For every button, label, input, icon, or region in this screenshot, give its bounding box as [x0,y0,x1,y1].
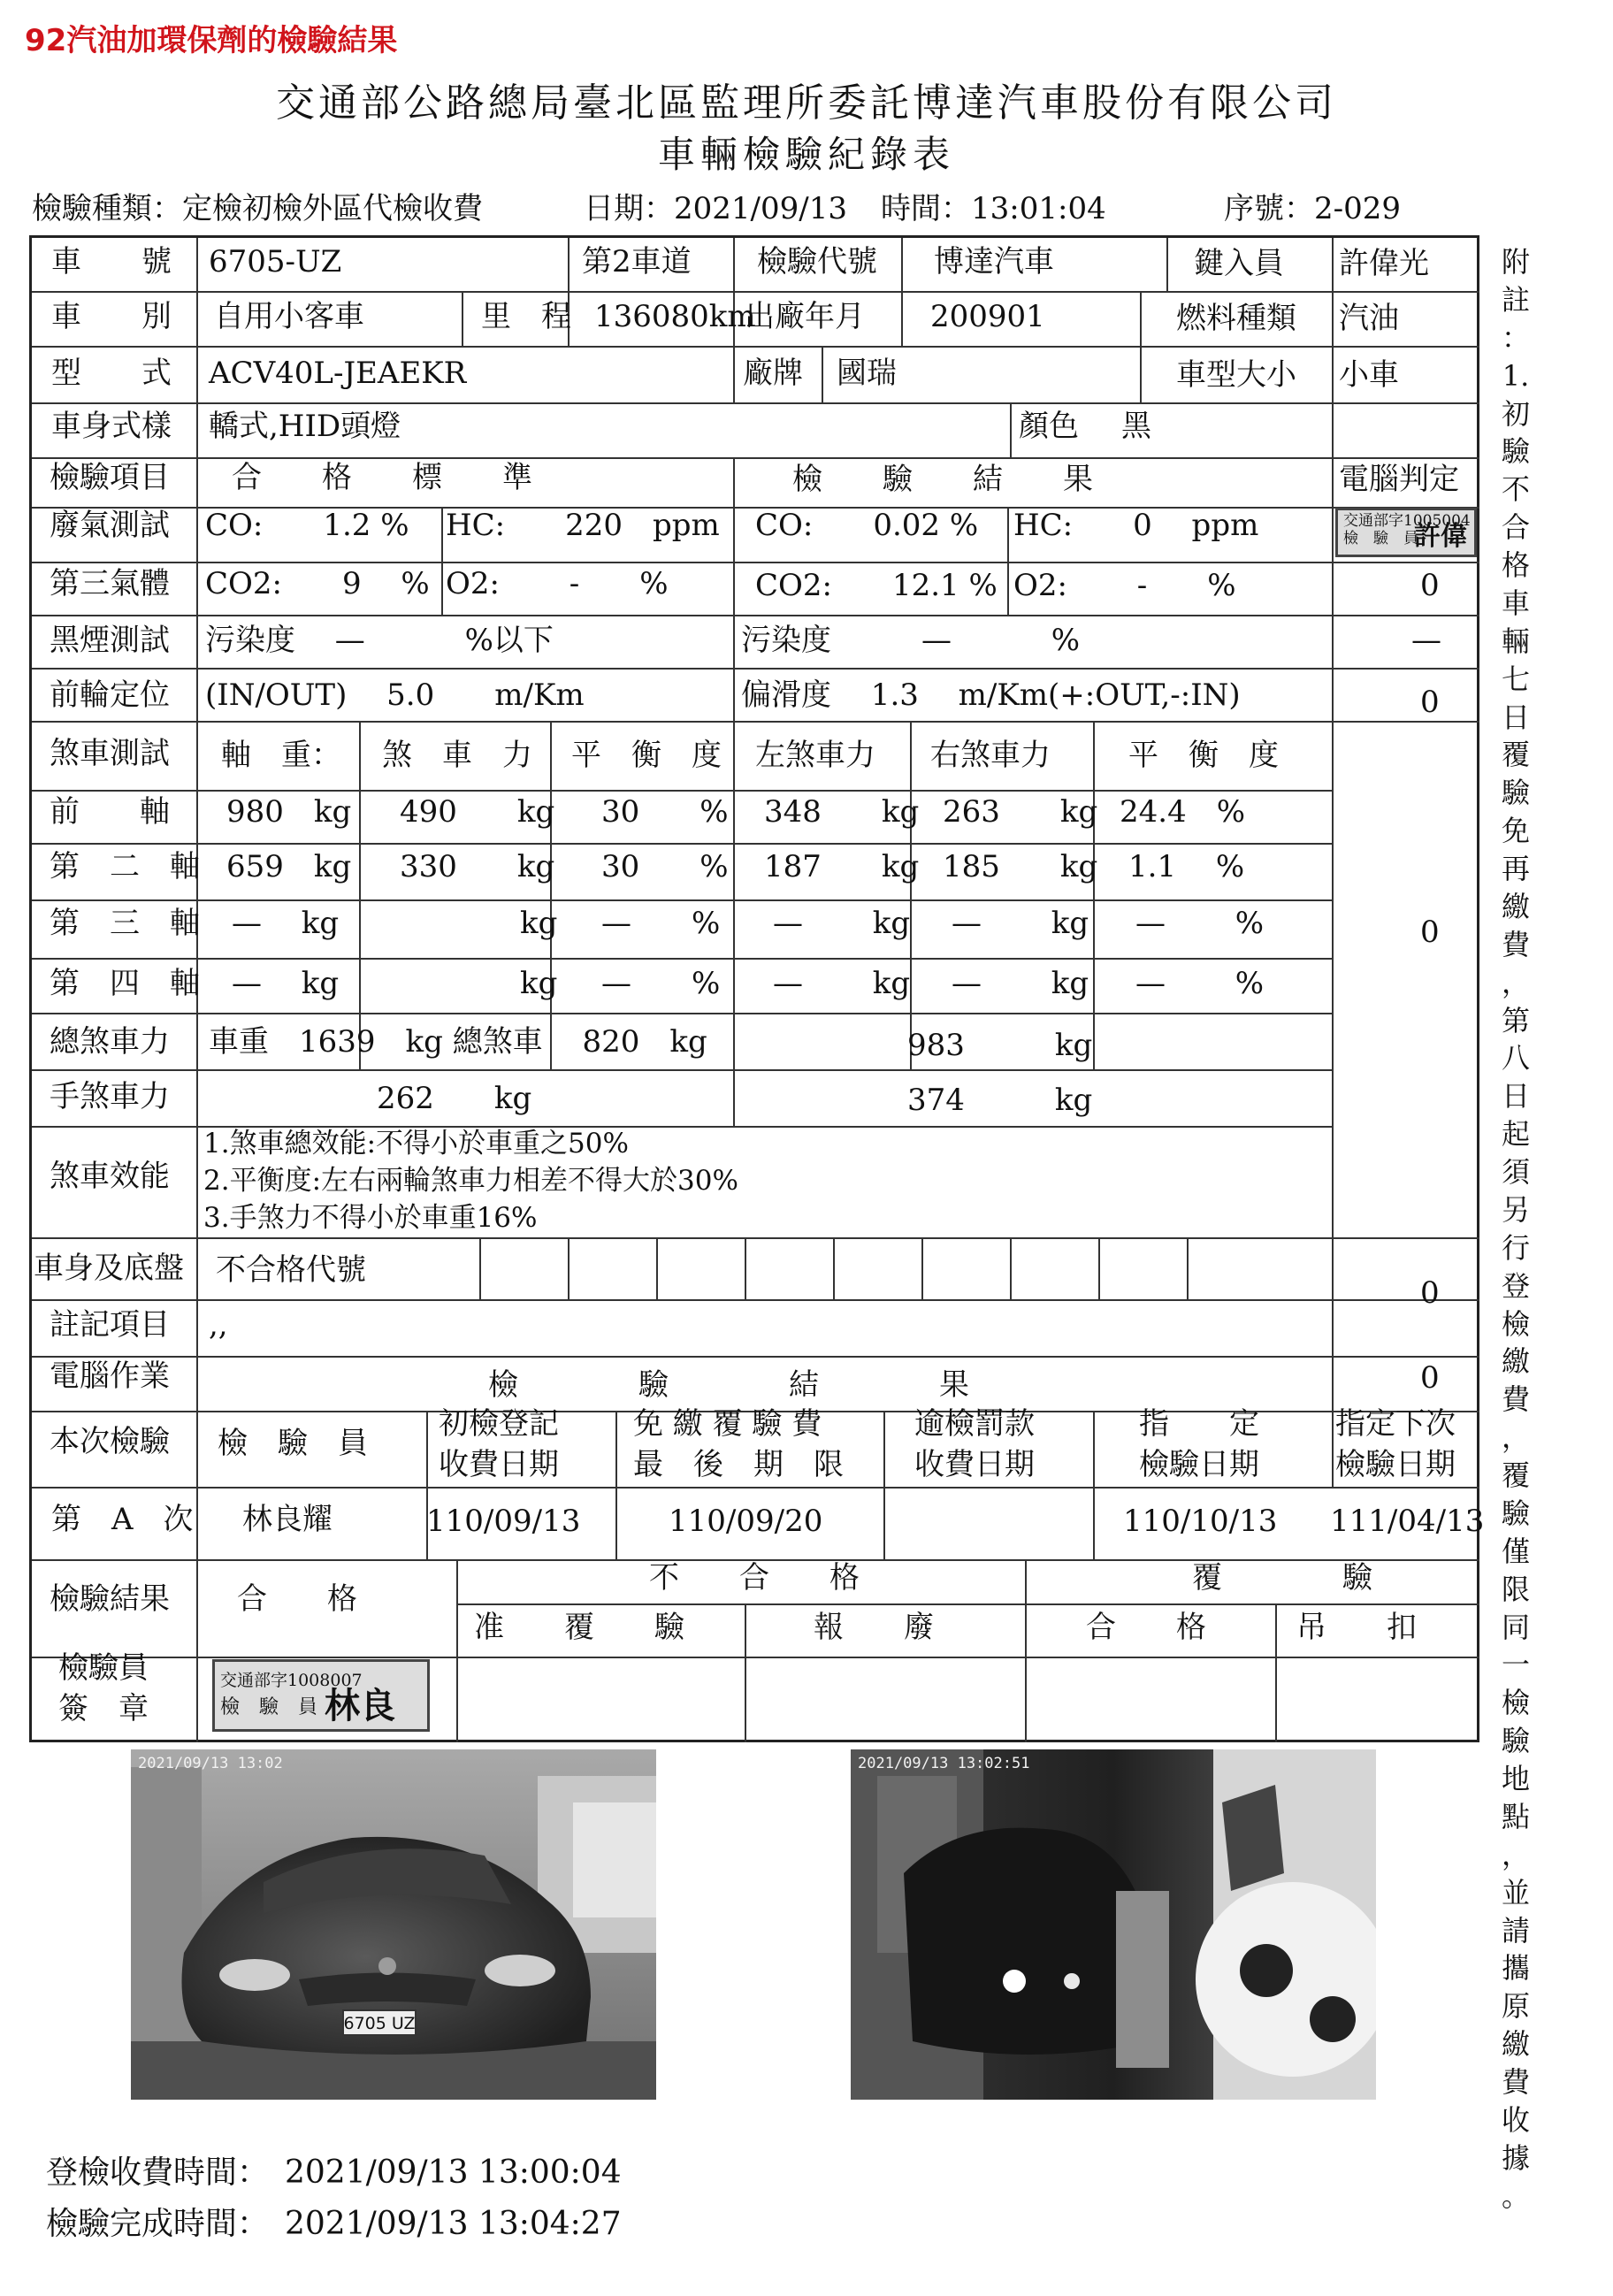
side-note-char: 地 [1501,1762,1530,1795]
exhaust-std-co: CO: 1.2 % [205,508,409,543]
fuel-label: 燃料種類 [1176,301,1296,336]
size-value: 小車 [1339,357,1399,393]
alignment-label: 前輪定位 [50,677,170,713]
exempt-header-2: 最 後 期 限 [633,1447,844,1482]
axle-balance: — % [601,966,721,1001]
keyer-seal-number: 交通部字1005004 [1343,512,1471,530]
computer-label: 電腦作業 [50,1358,170,1394]
keyer-seal-title: 檢 驗 員 [1343,530,1418,547]
side-note-char: 合 [1501,510,1530,545]
plate-value: 6705-UZ [209,244,342,279]
brand-value: 國瑞 [837,356,897,391]
side-note-char: 須 [1501,1155,1530,1189]
third-gas-label: 第三氣體 [50,566,170,601]
fail-code-label: 不合格代號 [216,1252,366,1288]
plate-label: 車 號 [51,244,172,279]
axle-name: 前 軸 [50,794,170,830]
axle-force: kg [400,966,558,1001]
third-gas-res-co2: CO2: 12.1 % [755,568,998,603]
chassis-verdict: 0 [1420,1275,1440,1311]
side-note-char: 限 [1501,1572,1530,1606]
reg-header-2: 收費日期 [439,1447,559,1482]
side-note-char: 格 [1501,548,1530,582]
appoint-header-2: 檢驗日期 [1139,1447,1259,1482]
keyer-seal-name: 許偉 [1414,521,1467,552]
color-label: 顏色 [1019,409,1079,444]
result-header: 檢 驗 結 果 [792,462,1093,497]
side-note-char: 費 [1501,2065,1530,2099]
page-heading: 92汽油加環保劑的檢驗結果 [25,23,398,58]
side-note-char: 驗 [1501,1496,1530,1530]
inspection-type [32,184,483,227]
axle-left-force: 348 kg [764,794,920,830]
keyer-seal [1335,508,1477,557]
reg-date: 110/09/13 [426,1504,581,1539]
mileage-label: 里 程 [481,299,571,334]
remarks-value: ,, [209,1307,228,1343]
next-date: 111/04/13 [1330,1504,1485,1539]
computer-value: 檢 驗 結 果 [488,1367,969,1403]
side-note-char: 七 [1501,662,1530,696]
side-note-char: 攜 [1501,1951,1530,1986]
alignment-verdict: 0 [1420,685,1440,720]
signature-label-2: 簽 章 [58,1691,149,1726]
axle-force: kg [400,906,558,941]
efficiency-rule-3: 3.手煞力不得小於車重16% [203,1202,538,1234]
fail-option-recheck: 准 覆 驗 [474,1610,684,1645]
standard-header: 合 格 標 準 [232,460,532,495]
agent-value: 博達汽車 [934,244,1054,279]
side-note-char: 八 [1501,1041,1530,1075]
third-gas-res-o2: O2: - % [1013,568,1236,603]
penalty-header-1: 逾檢罰款 [914,1406,1035,1442]
fail-option-scrap: 報 廢 [814,1610,934,1645]
brake-verdict: 0 [1420,915,1440,950]
side-note-char: 日 [1501,1079,1530,1114]
side-note-char: 驗 [1501,1724,1530,1758]
signature-label-1: 檢驗員 [58,1650,149,1686]
total-brake-std: 車重 1639 kg 總煞車 820 kg [209,1024,707,1060]
brake-label: 煞車測試 [50,736,170,771]
side-note-char: ， [1501,1420,1530,1455]
appoint-header-1: 指 定 [1139,1406,1259,1442]
next-header-2: 檢驗日期 [1335,1447,1456,1482]
total-brake-label: 總煞車力 [50,1024,170,1060]
keyer-label: 鍵入員 [1194,246,1284,281]
side-note-char: 。 [1501,2178,1530,2213]
side-note-char: 另 [1501,1192,1530,1227]
class-label: 車 別 [51,299,172,334]
axle-name: 第 二 軸 [50,849,200,884]
side-note-char: 1. [1502,358,1530,393]
recheck-label: 覆 驗 [1192,1560,1372,1596]
photo-plate: 6705 UZ [343,2014,416,2033]
hand-brake-label: 手煞車力 [50,1079,170,1114]
brake-left-header: 左煞車力 [755,738,875,773]
keyer-value: 許偉光 [1339,246,1429,281]
side-note-char: 收 [1501,2102,1530,2137]
mileage-value: 136080km [594,299,756,334]
axle-name: 第 四 軸 [50,966,200,1001]
axle-balance2: — % [1135,966,1265,1001]
smoke-label: 黑煙測試 [50,623,170,658]
brand-label: 廠牌 [743,356,803,391]
hand-brake-std: 262 kg [377,1081,532,1116]
inspection-time [881,184,1106,227]
result-value: 合 格 [237,1581,357,1617]
side-note-char: 原 [1501,1989,1530,2024]
exhaust-res-co: CO: 0.02 % [755,508,979,543]
exempt-date: 110/09/20 [669,1504,823,1539]
side-note-char: 行 [1501,1230,1530,1265]
body-value: 轎式,HID頭燈 [209,409,401,444]
side-note-char: 點 [1501,1799,1530,1833]
exhaust-std-hc: HC: 220 ppm [446,508,720,543]
inspection-type-value: 定檢初檢外區代檢收費 [182,191,483,226]
axle-weight: 980 kg [226,794,352,830]
side-note-char: 驗 [1501,434,1530,469]
side-note [1496,243,1535,2216]
side-note-char: 註 [1501,282,1530,317]
vehicle-photo-side-image [851,1749,1376,2100]
side-note-char: 驗 [1501,776,1530,810]
side-note-char: 車 [1501,585,1530,620]
brake-right-header: 右煞車力 [930,738,1051,773]
axle-balance2: 24.4 % [1120,794,1246,830]
completion-time: 檢驗完成時間： 2021/09/13 13:04:27 [46,2206,622,2242]
side-note-char: 不 [1501,472,1530,507]
side-note-char: 同 [1501,1610,1530,1644]
third-gas-std-o2: O2: - % [446,566,669,601]
appoint-date: 110/10/13 [1123,1504,1278,1539]
next-header-1: 指定下次 [1335,1406,1456,1442]
third-gas-std-co2: CO2: 9 % [205,566,430,601]
brake-force-header: 煞 車 力 [382,738,532,773]
serial-number [1224,184,1401,227]
this-inspection-label: 本次檢驗 [50,1424,170,1459]
side-note-char: 僅 [1501,1534,1530,1568]
alignment-res: 偏滑度 1.3 m/Km(+:OUT,-:IN) [741,677,1241,713]
vehicle-photo-side [851,1749,1376,2100]
model-value: ACV40L-JEAEKR [209,356,467,391]
smoke-res: 污染度 — % [741,623,1081,658]
side-note-char: 據 [1501,2140,1530,2175]
side-note-char: 附 [1501,245,1530,279]
side-note-char: 覆 [1501,1458,1530,1492]
model-label: 型 式 [51,356,172,391]
side-note-char: 繳 [1501,889,1530,923]
inspector-seal-name: 林良 [325,1685,395,1726]
brake-balance2-header: 平 衡 度 [1128,738,1279,773]
efficiency-label: 煞車效能 [50,1159,170,1194]
body-label: 車身式樣 [51,409,172,444]
side-note-char: ： [1501,320,1530,355]
date-value: 2021/09/13 [674,191,847,226]
side-note-char: 輛 [1501,624,1530,658]
reg-header-1: 初檢登記 [439,1406,559,1442]
axle-left-force: — kg [773,966,911,1001]
agent-label: 檢驗代號 [757,244,877,279]
inspector-seal-title: 檢 驗 員 [220,1696,318,1718]
attempt-label: 第 A 次 [51,1502,194,1537]
side-note-char: 初 [1501,396,1530,431]
axle-balance2: 1.1 % [1128,849,1245,884]
inspector-name: 林良耀 [242,1502,333,1537]
inspector-seal-number: 交通部字1008007 [220,1671,363,1690]
time-value: 13:01:04 [971,191,1106,226]
side-note-char: 費 [1501,927,1530,961]
vehicle-photo-front-image [131,1749,656,2100]
axle-right-force: 263 kg [943,794,1098,830]
recheck-option-pass: 合 格 [1086,1610,1206,1645]
axle-force: 490 kg [400,794,555,830]
brake-axle-header: 軸 重： [221,738,341,773]
axle-left-force: — kg [773,906,911,941]
side-note-char: 起 [1501,1117,1530,1152]
lane-value: 第2車道 [582,244,692,279]
side-note-char: 一 [1501,1648,1530,1682]
side-note-char: 覆 [1501,738,1530,772]
date-label: 日期： [584,191,674,226]
smoke-std: 污染度 — %以下 [205,623,554,658]
check-in-time: 登檢收費時間： 2021/09/13 13:00:04 [46,2154,622,2191]
fail-label: 不 合 格 [649,1560,860,1596]
color-value: 黑 [1121,409,1151,444]
serial-label: 序號： [1224,191,1314,226]
side-note-char: 繳 [1501,2027,1530,2062]
exempt-header-1: 免 繳 覆 驗 費 [633,1406,822,1442]
side-note-char: ， [1501,1837,1530,1871]
axle-right-force: — kg [952,906,1089,941]
efficiency-rule-1: 1.煞車總效能:不得小於車重之50% [203,1128,629,1159]
penalty-header-2: 收費日期 [914,1447,1035,1482]
result-label: 檢驗結果 [50,1581,170,1617]
axle-force: 330 kg [400,849,555,884]
total-brake-res: 983 kg [907,1028,1093,1063]
axle-balance: 30 % [601,849,729,884]
side-note-char: 第 [1501,1003,1530,1037]
front-photo-timestamp: 2021/09/13 13:02 [138,1755,283,1772]
side-note-char: 檢 [1501,1306,1530,1341]
axle-right-force: 185 kg [943,849,1098,884]
verdict-header: 電腦判定 [1339,462,1459,497]
size-label: 車型大小 [1176,357,1296,393]
inspector-seal [212,1659,430,1732]
mfg-value: 200901 [930,299,1045,334]
axle-weight: — kg [232,966,340,1001]
recheck-option-suspend: 吊 扣 [1296,1610,1417,1645]
side-note-char: 繳 [1501,1344,1530,1379]
side-note-char: 登 [1501,1268,1530,1303]
document-title: 交通部公路總局臺北區監理所委託博達汽車股份有限公司 [276,80,1337,126]
mfg-label: 出廠年月 [745,299,865,334]
inspection-date [584,184,847,227]
side-note-char: 免 [1501,814,1530,848]
axle-weight: 659 kg [226,849,352,884]
axle-balance: — % [601,906,721,941]
exhaust-res-hc: HC: 0 ppm [1013,508,1259,543]
axle-left-force: 187 kg [764,849,920,884]
class-value: 自用小客車 [214,299,364,334]
item-header: 檢驗項目 [50,460,170,495]
inspection-type-label: 檢驗種類： [32,191,182,226]
axle-name: 第 三 軸 [50,906,200,941]
inspector-header: 檢 驗 員 [218,1426,368,1461]
axle-balance: 30 % [601,794,729,830]
exhaust-label: 廢氣測試 [50,508,170,543]
side-note-char: 費 [1501,1382,1530,1417]
serial-value: 2-029 [1314,191,1402,226]
vehicle-photo-front [131,1749,656,2100]
alignment-std: (IN/OUT) 5.0 m/Km [205,677,585,713]
side-note-char: 再 [1501,852,1530,885]
hand-brake-res: 374 kg [907,1083,1093,1118]
third-gas-verdict: 0 [1420,568,1440,603]
side-note-char: ， [1501,965,1530,999]
efficiency-rule-2: 2.平衡度:左右兩輪煞車力相差不得大於30% [203,1165,738,1197]
axle-balance2: — % [1135,906,1265,941]
side-note-char: 檢 [1501,1686,1530,1720]
remarks-label: 註記項目 [50,1307,170,1343]
brake-balance-header: 平 衡 度 [571,738,722,773]
chassis-label: 車身及底盤 [34,1251,184,1286]
side-photo-timestamp: 2021/09/13 13:02:51 [858,1755,1030,1772]
axle-right-force: — kg [952,966,1089,1001]
smoke-verdict: — [1411,623,1441,658]
document-subtitle: 車輛檢驗紀錄表 [657,133,955,176]
side-note-char: 並 [1501,1875,1530,1910]
fuel-value: 汽油 [1339,301,1399,336]
time-label: 時間： [881,191,971,226]
side-note-char: 日 [1501,700,1530,734]
axle-weight: — kg [232,906,340,941]
computer-verdict: 0 [1420,1360,1440,1396]
side-note-char: 請 [1501,1913,1530,1948]
